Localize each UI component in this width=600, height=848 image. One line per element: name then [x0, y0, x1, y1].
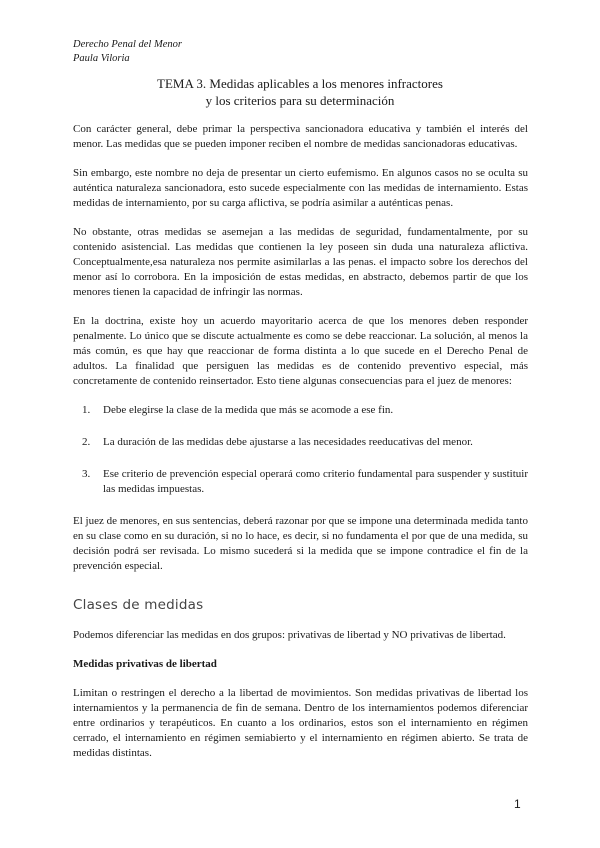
- document-body: [73, 122, 528, 775]
- paragraph: Sin embargo, este nombre no deja de presentar un cierto eufemismo. En algunos casos no se oculta su auténtica naturaleza sancionadora, esto sucede especialmente con las medidas de internamiento. Estas medidas de internamiento, por su carga aflictiva, se podría asimilar a auténticas penas.: [73, 167, 528, 209]
- paragraph: Limitan o restringen el derecho a la libertad de movimientos. Son medidas privativas de libertad los internamientos y la permanencia de fin de semana. Dentro de los internamientos podemos diferenciar entre ordinarios y terapéuticos. En cuanto a los ordinarios, estos son el internamiento en régimen cerrado, el internamiento en régimen semiabierto y el internamiento en régimen abierto. Se trata de medidas distintas.: [73, 687, 528, 759]
- subheading: Medidas privativas de libertad: [73, 658, 217, 670]
- header-course: Derecho Penal del Menor: [73, 39, 182, 50]
- consequences-list: [73, 403, 528, 497]
- page-number: 1: [514, 797, 521, 811]
- paragraph: El juez de menores, en sus sentencias, deberá razonar por que se impone una determinada medida tanto en su clase como en su duración, si no lo hace, es decir, si no fundamenta el por que de una medida, su decisión podrá ser revisada. Lo mismo sucederá si la medida que se impone contradice el fin de la prevención especial.: [73, 515, 528, 572]
- list-item: 1. Debe elegirse la clase de la medida que más se acomode a ese fin.: [93, 403, 528, 418]
- paragraph: Con carácter general, debe primar la perspectiva sancionadora educativa y también el interés del menor. Las medidas que se pueden imponer reciben el nombre de medidas sancionadoras educativas.: [73, 123, 528, 150]
- paragraph: En la doctrina, existe hoy un acuerdo mayoritario acerca de que los menores deben responder penalmente. Lo único que se discute actualmente es como se debe reaccionar. La solución, al menos la más común, es que hay que reaccionar de forma distinta a lo que sucede en el Derecho Penal de adultos. La finalidad que persiguen las medidas es de contenido preventivo especial, más concretamente de contenido reinsertador. Esto tiene algunas consecuencias para el juez de menores:: [73, 315, 528, 387]
- list-item: 3. Ese criterio de prevención especial operará como criterio fundamental para suspender y sustituir las medidas impuestas.: [93, 467, 528, 497]
- section-intro: Podemos diferenciar las medidas en dos grupos: privativas de libertad y NO privativas de libertad.: [73, 629, 506, 641]
- header-author: Paula Viloria: [73, 53, 130, 64]
- chapter-title-line1: TEMA 3. Medidas aplicables a los menores infractores: [157, 76, 443, 91]
- chapter-title-line2: y los criterios para su determinación: [205, 93, 395, 108]
- paragraph: No obstante, otras medidas se asemejan a las medidas de seguridad, fundamentalmente, por su contenido asistencial. Las medidas que contienen la ley poseen sin duda una naturaleza aflictiva. Conceptualmente,esa naturaleza nos permite asimilarlas a las penas. el impacto sobre los derechos del menor así lo corrobora. En la imposición de estas medidas, en abstracto, debemos partir de que los menores tienen la capacidad de infringir las normas.: [73, 226, 528, 298]
- running-header: [73, 38, 182, 66]
- chapter-title: [0, 75, 600, 109]
- section-heading: Clases de medidas: [73, 597, 204, 613]
- list-item: 2. La duración de las medidas debe ajustarse a las necesidades reeducativas del menor.: [93, 435, 528, 450]
